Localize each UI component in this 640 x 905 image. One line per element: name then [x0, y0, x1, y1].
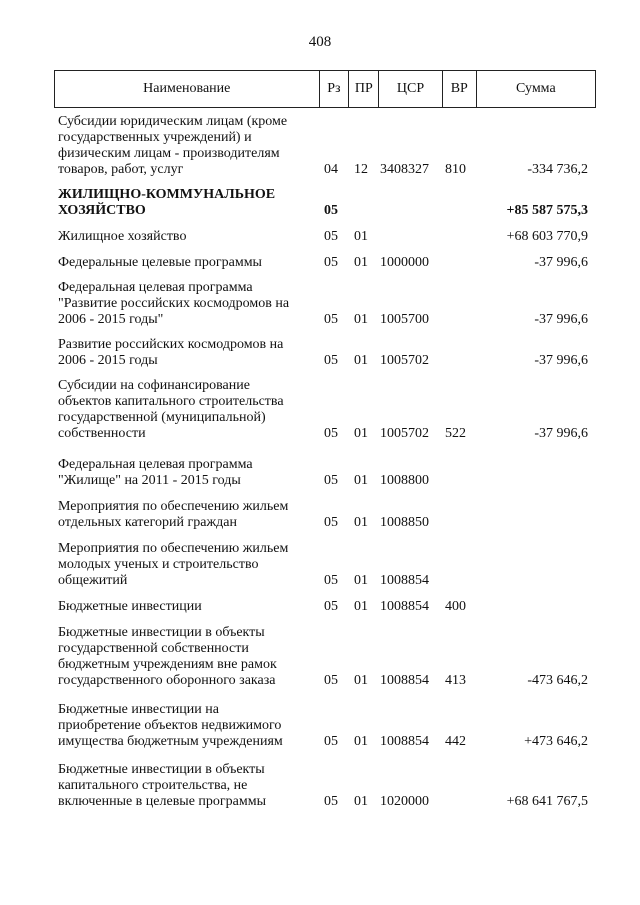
cell-csr: 1020000	[380, 794, 429, 809]
table-row	[54, 625, 594, 689]
row-name-line: физическим лицам - производителям	[58, 146, 280, 161]
row-name	[58, 702, 316, 750]
cell-sum: -473 646,2	[527, 673, 588, 688]
cell-rz: 05	[324, 573, 338, 588]
row-name-line: Бюджетные инвестиции в объекты	[58, 762, 265, 777]
cell-pr: 01	[354, 353, 368, 368]
cell-pr: 01	[354, 515, 368, 530]
row-name	[58, 229, 316, 245]
cell-pr: 01	[354, 673, 368, 688]
table-row	[54, 337, 594, 369]
header-pr: ПР	[349, 71, 379, 107]
row-name-line: 2006 - 2015 годы	[58, 353, 158, 368]
table-row	[54, 187, 594, 219]
table-header	[54, 70, 596, 108]
cell-csr: 1008854	[380, 673, 429, 688]
table-row	[54, 457, 594, 489]
row-name-line: Федеральная целевая программа	[58, 280, 253, 295]
row-name-line: молодых ученых и строительство	[58, 557, 259, 572]
cell-vr: 442	[445, 734, 466, 749]
cell-sum: -37 996,6	[534, 353, 588, 368]
row-name-line: государственной (муниципальной)	[58, 410, 266, 425]
row-name	[58, 378, 316, 442]
cell-pr: 12	[354, 162, 368, 177]
table-row	[54, 762, 594, 810]
cell-rz: 05	[324, 203, 338, 218]
cell-pr: 01	[354, 573, 368, 588]
row-name-line: Субсидии на софинансирование	[58, 378, 250, 393]
table-row	[54, 702, 594, 750]
row-name-line: Мероприятия по обеспечению жильем	[58, 499, 289, 514]
table-row	[54, 541, 594, 589]
row-name-line: капитального строительства, не	[58, 778, 248, 793]
row-name	[58, 762, 316, 810]
row-name-line: государственного оборонного заказа	[58, 673, 276, 688]
row-name-line: отдельных категорий граждан	[58, 515, 237, 530]
page-number: 408	[308, 34, 332, 50]
cell-rz: 05	[324, 229, 338, 244]
row-name	[58, 457, 316, 489]
row-name	[58, 337, 316, 369]
row-name-line: Бюджетные инвестиции	[58, 599, 202, 614]
row-name	[58, 625, 316, 689]
row-name-line: Развитие российских космодромов на	[58, 337, 284, 352]
cell-csr: 1005702	[380, 426, 429, 441]
row-name-line: государственной собственности	[58, 641, 249, 656]
row-name-line: бюджетным учреждениям вне рамок	[58, 657, 277, 672]
cell-vr: 400	[445, 599, 466, 614]
cell-rz: 05	[324, 255, 338, 270]
cell-csr: 1008854	[380, 734, 429, 749]
row-name-line: "Развитие российских космодромов на	[58, 296, 290, 311]
row-name	[58, 541, 316, 589]
cell-rz: 05	[324, 599, 338, 614]
header-name: Наименование	[55, 71, 320, 107]
row-name-line: Субсидии юридическим лицам (кроме	[58, 114, 288, 129]
cell-sum: -37 996,6	[534, 426, 588, 441]
row-name-line: Федеральные целевые программы	[58, 255, 262, 270]
cell-pr: 01	[354, 599, 368, 614]
cell-sum: -334 736,2	[527, 162, 588, 177]
cell-pr: 01	[354, 255, 368, 270]
cell-sum: +68 641 767,5	[506, 794, 588, 809]
cell-rz: 05	[324, 312, 338, 327]
cell-pr: 01	[354, 229, 368, 244]
table-row	[54, 599, 594, 615]
cell-rz: 05	[324, 794, 338, 809]
cell-pr: 01	[354, 426, 368, 441]
row-name	[58, 187, 316, 219]
row-name-line: государственных учреждений) и	[58, 130, 252, 145]
cell-csr: 1008850	[380, 515, 429, 530]
cell-vr: 413	[445, 673, 466, 688]
row-name-line: Жилищное хозяйство	[58, 229, 187, 244]
header-rz: Рз	[320, 71, 350, 107]
cell-csr: 1005700	[380, 312, 429, 327]
table-row	[54, 114, 594, 178]
row-name-line: имущества бюджетным учреждениям	[58, 734, 283, 749]
cell-sum: +68 603 770,9	[506, 229, 588, 244]
cell-rz: 04	[324, 162, 338, 177]
cell-sum: +473 646,2	[524, 734, 588, 749]
table-row	[54, 499, 594, 531]
row-name-line: собственности	[58, 426, 146, 441]
cell-csr: 3408327	[380, 162, 429, 177]
row-name	[58, 499, 316, 531]
row-name	[58, 114, 316, 178]
row-name	[58, 599, 316, 615]
row-name-line: 2006 - 2015 годы"	[58, 312, 164, 327]
cell-rz: 05	[324, 426, 338, 441]
cell-csr: 1000000	[380, 255, 429, 270]
cell-vr: 810	[445, 162, 466, 177]
row-name-line: общежитий	[58, 573, 128, 588]
cell-pr: 01	[354, 312, 368, 327]
row-name-line: Федеральная целевая программа	[58, 457, 253, 472]
cell-rz: 05	[324, 353, 338, 368]
row-name-line: Мероприятия по обеспечению жильем	[58, 541, 289, 556]
cell-rz: 05	[324, 473, 338, 488]
table-row	[54, 280, 594, 328]
cell-csr: 1008800	[380, 473, 429, 488]
cell-rz: 05	[324, 673, 338, 688]
cell-csr: 1008854	[380, 573, 429, 588]
row-name-line: объектов капитального строительства	[58, 394, 284, 409]
row-name-line: ЖИЛИЩНО-КОММУНАЛЬНОЕ	[58, 187, 276, 202]
row-name-line: Бюджетные инвестиции в объекты	[58, 625, 265, 640]
cell-pr: 01	[354, 473, 368, 488]
table-row	[54, 255, 594, 271]
header-sum: Сумма	[516, 81, 556, 96]
table-row	[54, 378, 594, 442]
cell-sum: -37 996,6	[534, 255, 588, 270]
cell-sum: -37 996,6	[534, 312, 588, 327]
row-name	[58, 255, 316, 271]
row-name-line: "Жилище" на 2011 - 2015 годы	[58, 473, 241, 488]
cell-csr: 1005702	[380, 353, 429, 368]
header-csr: ЦСР	[379, 71, 443, 107]
row-name-line: товаров, работ, услуг	[58, 162, 184, 177]
cell-rz: 05	[324, 734, 338, 749]
row-name-line: приобретение объектов недвижимого	[58, 718, 282, 733]
cell-rz: 05	[324, 515, 338, 530]
row-name	[58, 280, 316, 328]
cell-csr: 1008854	[380, 599, 429, 614]
row-name-line: ХОЗЯЙСТВО	[58, 203, 146, 218]
table-row	[54, 229, 594, 245]
cell-sum: +85 587 575,3	[506, 203, 588, 218]
cell-pr: 01	[354, 794, 368, 809]
row-name-line: включенные в целевые программы	[58, 794, 267, 809]
row-name-line: Бюджетные инвестиции на	[58, 702, 219, 717]
header-vr: ВР	[443, 71, 477, 107]
cell-vr: 522	[445, 426, 466, 441]
cell-pr: 01	[354, 734, 368, 749]
